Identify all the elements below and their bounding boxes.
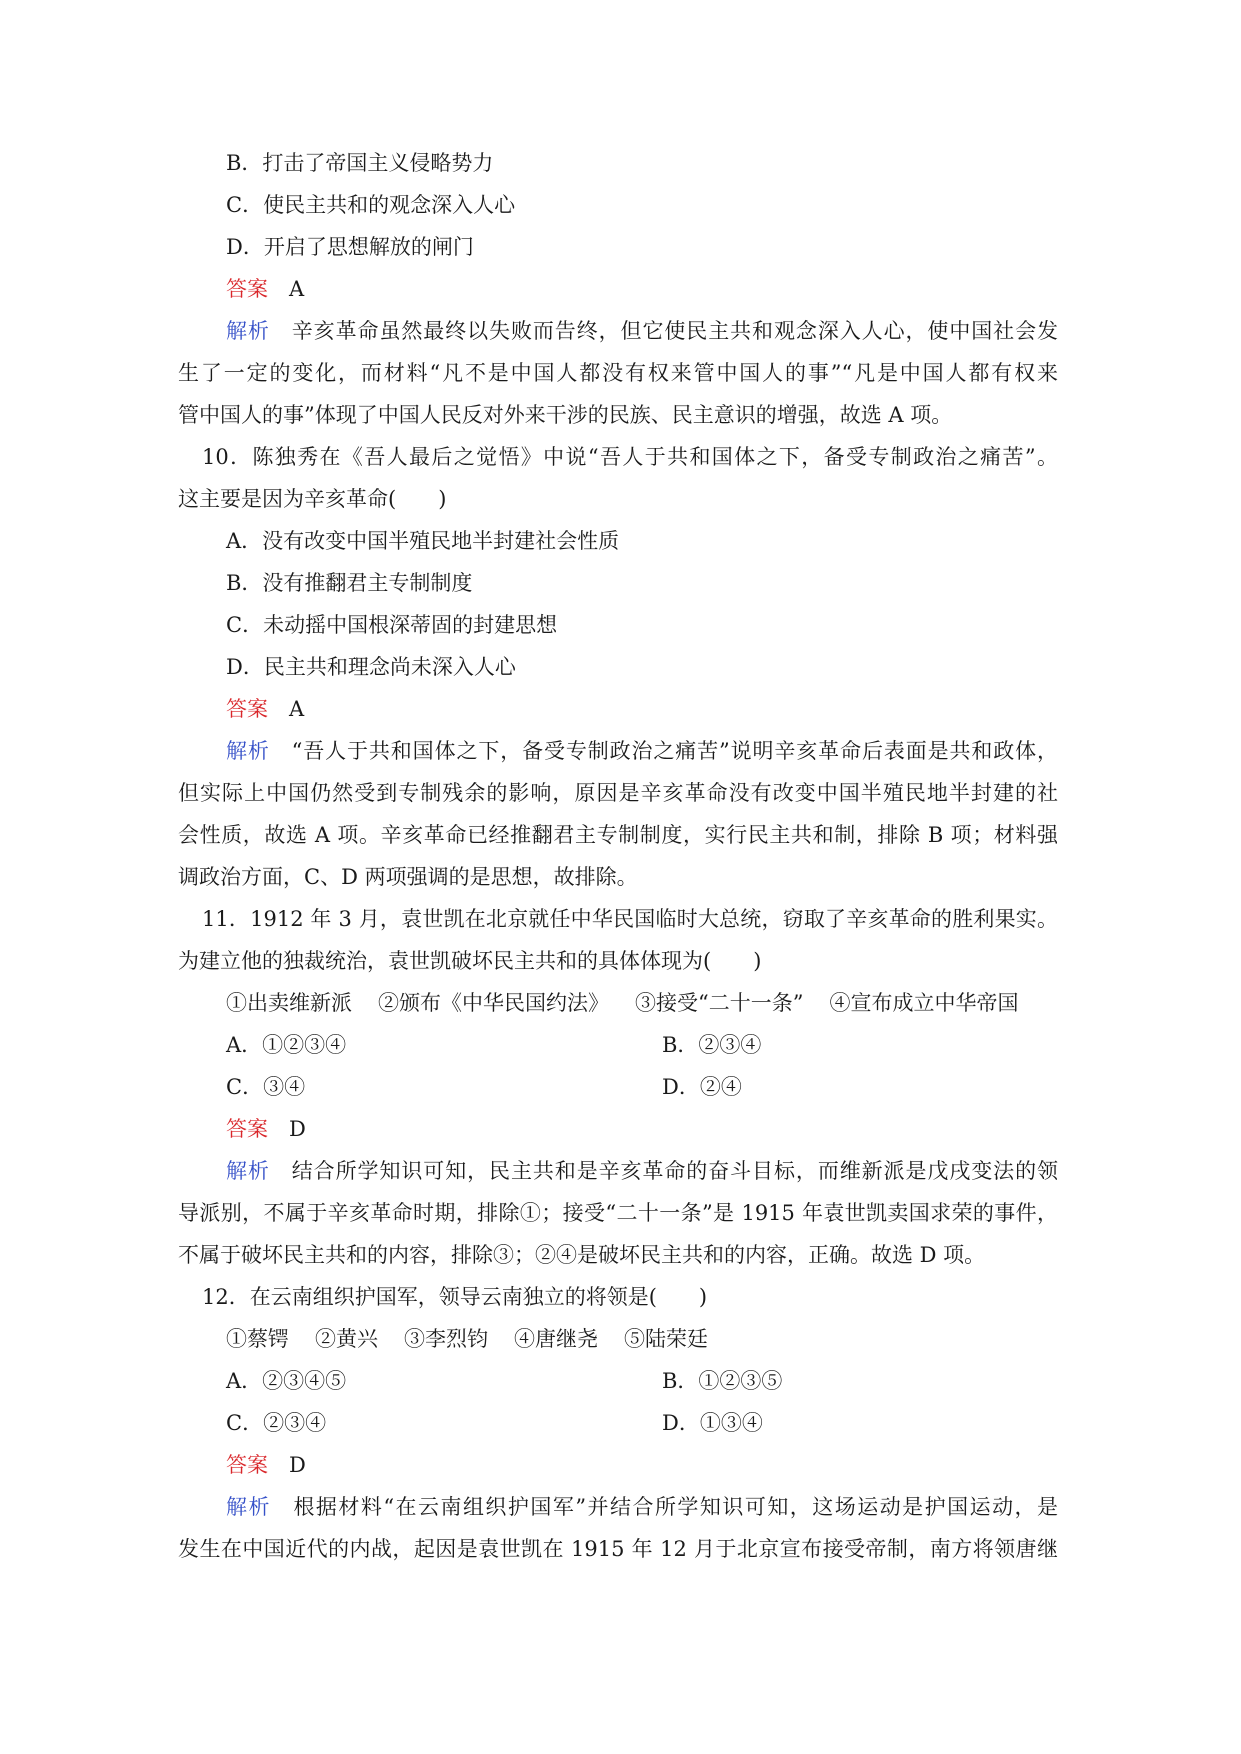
q10-analysis-line-4: 调政治方面，C、D 两项强调的是思想，故排除。 — [178, 865, 638, 889]
q9-answer-line — [226, 274, 304, 304]
q12-analysis-label: 解析 — [226, 1495, 271, 1519]
q11-item-1: ①出卖维新派 — [226, 991, 352, 1015]
q12-option-a: A．②③④⑤ — [226, 1369, 347, 1393]
q9-analysis-line-3: 管中国人的事”体现了中国人民反对外来干涉的民族、民主意识的增强，故选 A 项。 — [178, 403, 953, 427]
q12-item-4: ④唐继尧 — [514, 1327, 598, 1351]
q11-option-b: B．②③④ — [662, 1033, 762, 1057]
q11-analysis-line-2: 导派别，不属于辛亥革命时期，排除①；接受“二十一条”是 1915 年袁世凯卖国求荣的事件， — [178, 1201, 1058, 1225]
q10-option-b: B．没有推翻君主专制制度 — [226, 571, 473, 595]
q11-item-3: ③接受“二十一条” — [635, 991, 804, 1015]
q12-answer-line — [226, 1450, 306, 1480]
q12-analysis-line-2: 发生在中国近代的内战，起因是袁世凯在 1915 年 12 月于北京宣布接受帝制，南方将领唐继 — [178, 1537, 1058, 1561]
q12-answer-value: D — [289, 1453, 306, 1477]
q10-analysis-label: 解析 — [226, 739, 270, 763]
q10-answer-value: A — [289, 697, 305, 721]
q9-answer-label: 答案 — [226, 277, 268, 301]
q10-analysis-text-1: “吾人于共和国体之下，备受专制政治之痛苦”说明辛亥革命后表面是共和政体， — [291, 739, 1058, 763]
q11-analysis-line-1 — [226, 1156, 1058, 1186]
q9-option-b: B．打击了帝国主义侵略势力 — [226, 151, 494, 175]
q11-stem-line-2: 为建立他的独裁统治，袁世凯破坏民主共和的具体体现为( ) — [178, 949, 762, 973]
q11-answer-value: D — [289, 1117, 306, 1141]
q11-option-d: D．②④ — [662, 1075, 742, 1099]
q12-analysis-text-1: 根据材料“在云南组织护国军”并结合所学知识可知，这场运动是护国运动，是 — [293, 1495, 1058, 1519]
q10-option-a: A．没有改变中国半殖民地半封建社会性质 — [226, 529, 620, 553]
q12-analysis-line-1 — [226, 1492, 1058, 1522]
q11-stem-line-1: 11．1912 年 3 月，袁世凯在北京就任中华民国临时大总统，窃取了辛亥革命的胜利果实。 — [202, 907, 1058, 931]
q12-item-1: ①蔡锷 — [226, 1327, 289, 1351]
q11-item-2: ②颁布《中华民国约法》 — [378, 991, 609, 1015]
q12-option-b: B．①②③⑤ — [662, 1369, 783, 1393]
q10-option-d: D．民主共和理念尚未深入人心 — [226, 655, 516, 679]
q9-analysis-line-2: 生了一定的变化，而材料“凡不是中国人都没有权来管中国人的事”“凡是中国人都有权来 — [178, 361, 1058, 385]
q10-answer-label: 答案 — [226, 697, 268, 721]
q12-item-3: ③李烈钧 — [404, 1327, 488, 1351]
q10-stem-line-1: 10．陈独秀在《吾人最后之觉悟》中说“吾人于共和国体之下，备受专制政治之痛苦”。 — [202, 445, 1058, 469]
q9-analysis-text-1: 辛亥革命虽然最终以失败而告终，但它使民主共和观念深入人心，使中国社会发 — [291, 319, 1058, 343]
q11-analysis-text-1: 结合所学知识可知，民主共和是辛亥革命的奋斗目标，而维新派是戊戌变法的领 — [291, 1159, 1058, 1183]
q9-analysis-line-1 — [226, 316, 1058, 346]
q11-option-c: C．③④ — [226, 1075, 306, 1099]
q11-analysis-line-3: 不属于破坏民主共和的内容，排除③；②④是破坏民主共和的内容，正确。故选 D 项。 — [178, 1243, 986, 1267]
q10-option-c: C．未动摇中国根深蒂固的封建思想 — [226, 613, 558, 637]
q11-analysis-label: 解析 — [226, 1159, 270, 1183]
q12-option-c: C．②③④ — [226, 1411, 327, 1435]
q9-option-d: D．开启了思想解放的闸门 — [226, 235, 474, 259]
q11-answer-line — [226, 1114, 306, 1144]
q12-item-5: ⑤陆荣廷 — [624, 1327, 708, 1351]
q12-stem-line-1: 12．在云南组织护国军，领导云南独立的将领是( ) — [202, 1285, 708, 1309]
q9-option-c: C．使民主共和的观念深入人心 — [226, 193, 516, 217]
q12-items-line — [226, 1324, 708, 1354]
q11-option-a: A．①②③④ — [226, 1033, 347, 1057]
q9-analysis-label: 解析 — [226, 319, 270, 343]
q9-answer-value: A — [289, 277, 305, 301]
q10-analysis-line-1 — [226, 736, 1058, 766]
q11-item-4: ④宣布成立中华帝国 — [829, 991, 1019, 1015]
q10-answer-line — [226, 694, 304, 724]
q11-items-line — [226, 988, 1018, 1018]
q12-option-d: D．①③④ — [662, 1411, 763, 1435]
q10-stem-line-2: 这主要是因为辛亥革命( ) — [178, 487, 447, 511]
q12-item-2: ②黄兴 — [315, 1327, 378, 1351]
q12-answer-label: 答案 — [226, 1453, 268, 1477]
q10-analysis-line-3: 会性质，故选 A 项。辛亥革命已经推翻君主专制制度，实行民主共和制，排除 B 项；材料强 — [178, 823, 1058, 847]
q11-answer-label: 答案 — [226, 1117, 268, 1141]
q10-analysis-line-2: 但实际上中国仍然受到专制残余的影响，原因是辛亥革命没有改变中国半殖民地半封建的社 — [178, 781, 1058, 805]
